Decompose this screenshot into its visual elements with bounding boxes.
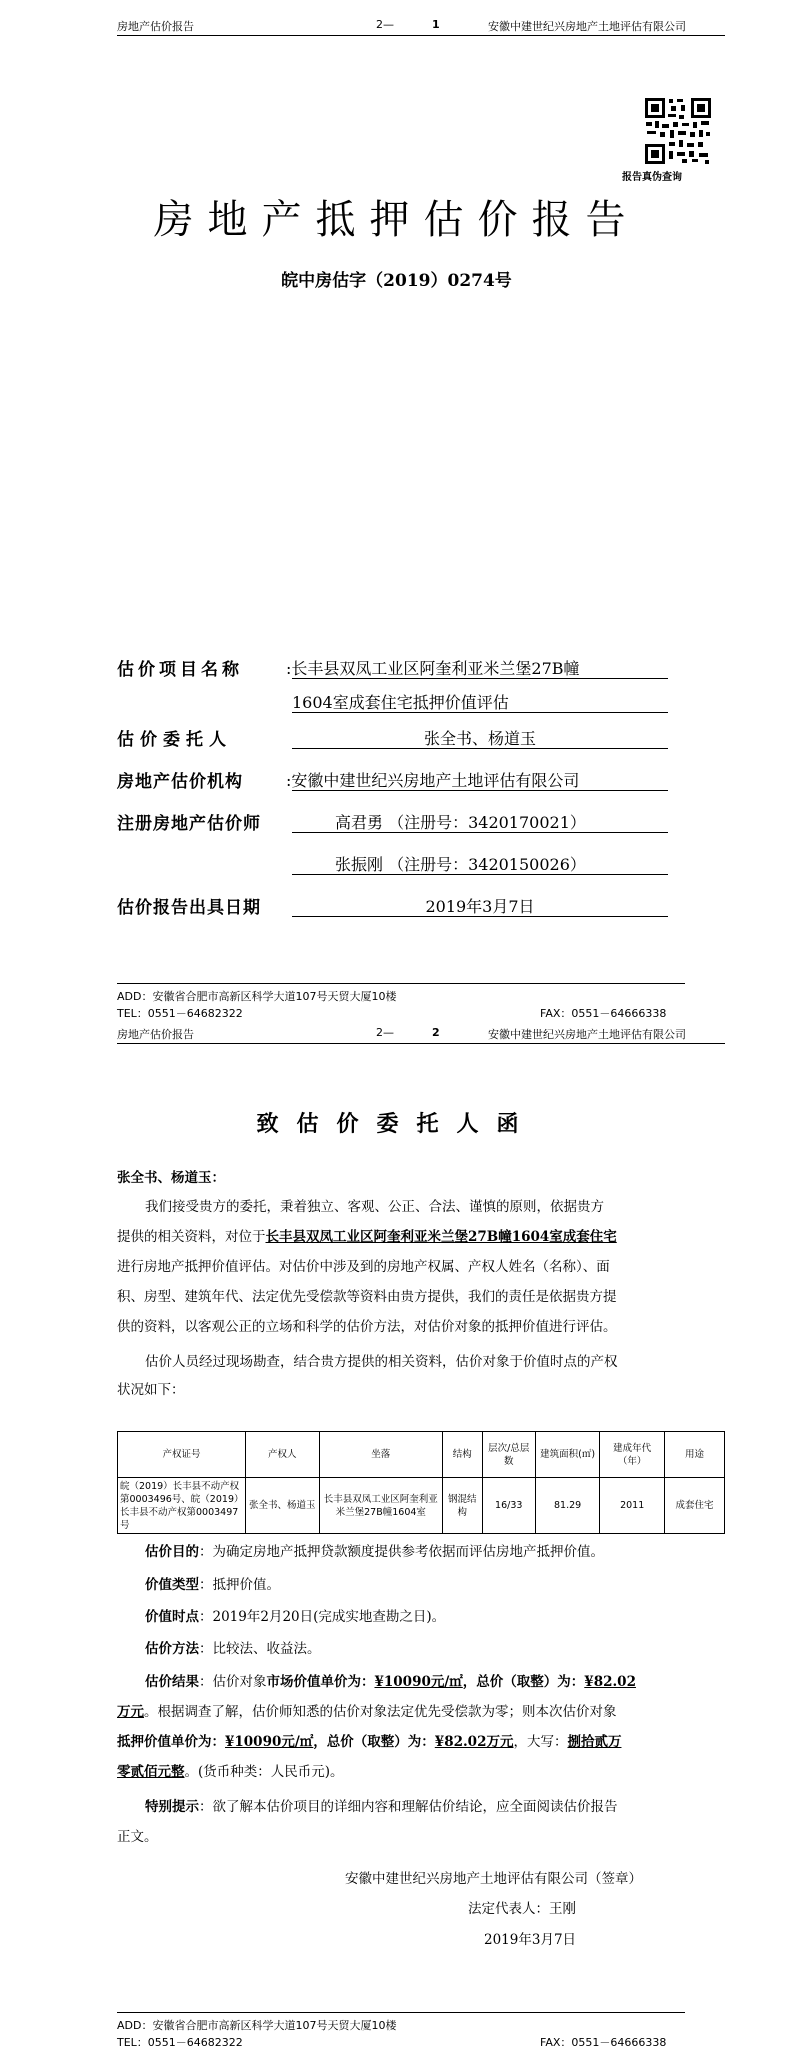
footer-rule — [117, 983, 685, 984]
result-text-2: 。根据调查了解，估价师知悉的估价对象法定优先受偿款为零；则本次估价对象 — [144, 1704, 617, 1720]
td-use: 成套住宅 — [664, 1478, 724, 1534]
value-time-text: ：2019年2月20日(完成实地查勘之日)。 — [199, 1609, 446, 1625]
para1-line4: 积、房型、建筑年代、法定优先受偿款等资料由贵方提供，我们的责任是依据贵方提 — [117, 1289, 617, 1305]
market-total-label: ，总价（取整）为： — [462, 1674, 585, 1690]
td-structure: 钢混结构 — [443, 1478, 483, 1534]
value-type-label: 价值类型 — [145, 1577, 199, 1593]
tip-label: 特别提示 — [145, 1799, 199, 1815]
footer-tel: TEL：0551－64682322 — [117, 1007, 243, 1020]
report-date-label: 估价报告出具日期 — [117, 898, 261, 918]
th-floor: 层次/总层数 — [482, 1432, 535, 1478]
header-page-prefix: 2— — [376, 1026, 394, 1039]
sign-representative: 法定代表人：王刚 — [468, 1901, 576, 1917]
result-label: 估价结果 — [145, 1674, 199, 1690]
tip-line2: 正文。 — [117, 1829, 158, 1845]
market-unit-price: ¥10090元/㎡ — [374, 1674, 463, 1690]
td-year: 2011 — [600, 1478, 665, 1534]
sign-company: 安徽中建世纪兴房地产土地评估有限公司（签章） — [345, 1871, 642, 1887]
project-name-value-line2: 1604室成套住宅抵押价值评估 — [292, 693, 509, 712]
para1-line5: 供的资料，以客观公正的立场和科学的估价方法，对估价对象的抵押价值进行评估。 — [117, 1319, 617, 1335]
mortgage-total-value: ¥82.02万元 — [434, 1734, 514, 1750]
para2-line2: 状况如下： — [117, 1382, 185, 1398]
project-name-label: 估价项目名称 — [117, 660, 243, 680]
para2-line1: 估价人员经过现场勘查，结合贵方提供的相关资料，估价对象于价值时点的产权 — [145, 1354, 618, 1370]
amount-in-words-1: 捌拾贰万 — [567, 1734, 622, 1750]
para1-line2-text: 提供的相关资料，对位于 — [117, 1229, 266, 1245]
th-area: 建筑面积(㎡) — [535, 1432, 600, 1478]
appraiser-1: 高君勇 （注册号：3420170021） — [335, 813, 586, 832]
qr-caption: 报告真伪查询 — [622, 172, 682, 183]
qr-code-icon — [643, 96, 713, 166]
appraiser-underline-1 — [292, 832, 668, 833]
purpose-text: ：为确定房地产抵押贷款额度提供参考依据而评估房地产抵押价值。 — [199, 1544, 604, 1560]
para1-line3: 进行房地产抵押价值评估。对估价中涉及到的房地产权属、产权人姓名（名称）、面 — [117, 1259, 610, 1275]
para1-line1: 我们接受贵方的委托，秉着独立、客观、公正、合法、谨慎的原则，依据贵方 — [145, 1199, 604, 1215]
sign-date: 2019年3月7日 — [484, 1932, 577, 1948]
project-name-value-line1: :长丰县双凤工业区阿奎利亚米兰堡27B幢 — [286, 659, 580, 678]
value-time-label: 价值时点 — [145, 1609, 199, 1625]
method-text: ：比较法、收益法。 — [199, 1641, 321, 1657]
footer-address: ADD：安徽省合肥市高新区科学大道107号天贸大厦10楼 — [117, 2019, 397, 2032]
td-cert: 皖（2019）长丰县不动产权第0003496号、皖（2019）长丰县不动产权第0003497号 — [118, 1478, 246, 1534]
td-area: 81.29 — [535, 1478, 600, 1534]
table-header-row — [118, 1432, 725, 1478]
client-label: 估价委托人 — [117, 730, 232, 750]
th-structure: 结构 — [443, 1432, 483, 1478]
th-use: 用途 — [664, 1432, 724, 1478]
project-underline-2 — [292, 712, 668, 713]
method-line — [145, 1639, 321, 1659]
report-date-value: 2019年3月7日 — [425, 897, 535, 916]
td-location: 长丰县双凤工业区阿奎利亚米兰堡27B幢1604室 — [319, 1478, 442, 1534]
result-text-4: 。(货币种类：人民币元)。 — [184, 1764, 344, 1780]
salutation: 张全书、杨道玉： — [117, 1170, 225, 1186]
th-cert: 产权证号 — [118, 1432, 246, 1478]
agency-label: 房地产估价机构 — [117, 772, 243, 792]
footer-tel: TEL：0551－64682322 — [117, 2036, 243, 2049]
project-underline-1 — [292, 678, 668, 679]
report-title: 房地产抵押估价报告 — [153, 197, 640, 243]
tip-text-1: ：欲了解本估价项目的详细内容和理解估价结论，应全面阅读估价报告 — [199, 1799, 618, 1815]
purpose-label: 估价目的 — [145, 1544, 199, 1560]
th-year: 建成年代（年） — [600, 1432, 665, 1478]
purpose-line — [145, 1542, 604, 1562]
header-right: 安徽中建世纪兴房地产土地评估有限公司 — [488, 1028, 686, 1041]
header-page-prefix: 2— — [376, 18, 394, 31]
footer-rule — [117, 2012, 685, 2013]
para1-line2 — [117, 1227, 617, 1247]
property-table — [117, 1431, 725, 1534]
mortgage-unit-label: 抵押价值单价为： — [117, 1734, 225, 1750]
footer-fax: FAX：0551－64666338 — [540, 2036, 667, 2049]
client-underline — [292, 748, 668, 749]
footer-address: ADD：安徽省合肥市高新区科学大道107号天贸大厦10楼 — [117, 990, 397, 1003]
th-owner: 产权人 — [245, 1432, 319, 1478]
agency-underline — [292, 790, 668, 791]
result-text-1: ：估价对象 — [199, 1674, 267, 1690]
value-type-text: ：抵押价值。 — [199, 1577, 280, 1593]
td-owner: 张全书、杨道玉 — [245, 1478, 319, 1534]
result-line3 — [117, 1732, 621, 1752]
market-total-value: ¥82.02 — [584, 1674, 636, 1690]
mortgage-unit-price: ¥10090元/㎡ — [225, 1734, 314, 1750]
mortgage-total-label: ，总价（取整）为： — [313, 1734, 435, 1750]
property-address: 长丰县双凤工业区阿奎利亚米兰堡27B幢1604室成套住宅 — [265, 1229, 617, 1245]
header-left: 房地产估价报告 — [117, 1028, 194, 1041]
header-left: 房地产估价报告 — [117, 20, 194, 33]
report-date-underline — [292, 916, 668, 917]
appraiser-2: 张振刚 （注册号：3420150026） — [335, 855, 586, 874]
value-type-line — [145, 1575, 280, 1595]
footer-fax: FAX：0551－64666338 — [540, 1007, 667, 1020]
table-row — [118, 1478, 725, 1534]
result-line1 — [145, 1672, 636, 1692]
appraiser-underline-2 — [292, 874, 668, 875]
agency-value: :安徽中建世纪兴房地产土地评估有限公司 — [286, 771, 580, 790]
appraiser-label: 注册房地产估价师 — [117, 814, 261, 834]
result-text-3: ，大写： — [513, 1734, 568, 1750]
letter-title: 致估价委托人函 — [256, 1111, 537, 1137]
result-line2 — [117, 1702, 617, 1722]
amount-in-words-2: 零贰佰元整 — [117, 1764, 185, 1780]
header-rule — [117, 1043, 725, 1044]
client-value: 张全书、杨道玉 — [423, 729, 536, 748]
header-rule — [117, 35, 725, 36]
td-floor: 16/33 — [482, 1478, 535, 1534]
market-total-unit: 万元 — [117, 1704, 144, 1720]
th-location: 坐落 — [319, 1432, 442, 1478]
method-label: 估价方法 — [145, 1641, 199, 1657]
report-number: 皖中房估字（2019）0274号 — [281, 271, 512, 291]
tip-line1 — [145, 1797, 618, 1817]
result-line4 — [117, 1762, 344, 1782]
header-right: 安徽中建世纪兴房地产土地评估有限公司 — [488, 20, 686, 33]
value-time-line — [145, 1607, 445, 1627]
header-page-number: 2 — [432, 1026, 440, 1039]
market-unit-label: 市场价值单价为： — [266, 1674, 375, 1690]
header-page-number: 1 — [432, 18, 440, 31]
